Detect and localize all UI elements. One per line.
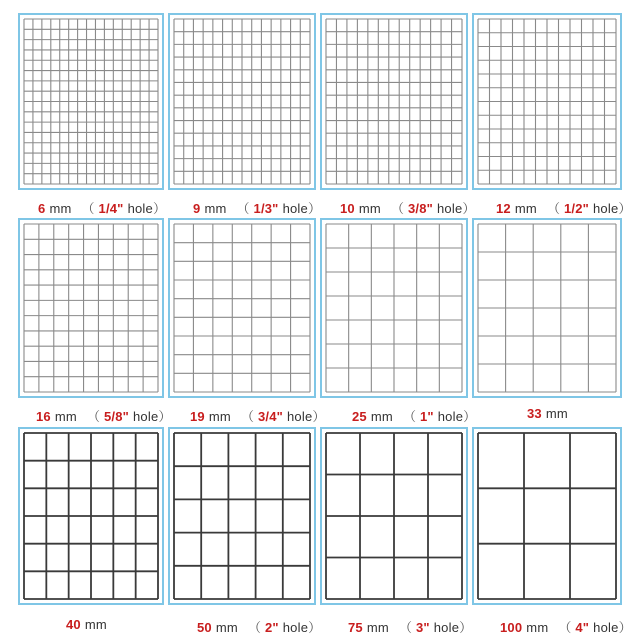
caption-100mm (500, 617, 632, 636)
wire-mesh-grid (474, 220, 620, 396)
hole-label: hole (282, 620, 309, 635)
caption-33mm (527, 406, 568, 421)
mesh-panel-19mm (168, 218, 316, 398)
hole-label: hole (287, 409, 313, 424)
hole-size: 5/8" (103, 409, 129, 424)
caption-75mm (348, 617, 472, 636)
mesh-panel-16mm (18, 218, 164, 398)
paren-close: ） (463, 409, 477, 424)
wire-mesh-grid (170, 220, 314, 396)
size-value: 16 (36, 409, 51, 424)
hole-label: hole (437, 409, 464, 424)
hole-size: 1/2" (563, 201, 589, 216)
caption-12mm (496, 198, 632, 217)
mesh-panel-33mm (472, 218, 622, 398)
caption-40mm (66, 617, 107, 632)
paren-close: ） (459, 620, 473, 635)
hole-label: hole (593, 201, 619, 216)
hole-label: hole (433, 620, 460, 635)
hole-size: 3/4" (257, 409, 283, 424)
caption-6mm (38, 198, 166, 217)
hole-size: 2" (264, 620, 279, 635)
paren-open: （ (86, 409, 104, 424)
size-unit: mm (366, 620, 389, 635)
caption-50mm (197, 617, 321, 636)
hole-size: 1" (419, 409, 434, 424)
caption-16mm (36, 406, 172, 425)
wire-mesh-grid (20, 15, 162, 188)
paren-open: （ (247, 620, 265, 635)
paren-close: ） (462, 201, 476, 216)
caption-9mm (193, 198, 321, 217)
paren-close: ） (312, 409, 326, 424)
size-value: 25 (352, 409, 367, 424)
size-value: 40 (66, 617, 81, 632)
size-value: 12 (496, 201, 511, 216)
wire-mesh-grid (20, 220, 162, 396)
size-unit: mm (358, 201, 381, 216)
size-value: 100 (500, 620, 523, 635)
paren-open: （ (240, 409, 258, 424)
size-unit: mm (208, 409, 231, 424)
size-unit: mm (204, 201, 227, 216)
size-unit: mm (526, 620, 549, 635)
paren-close: ） (307, 201, 322, 216)
mesh-panel-100mm (472, 427, 622, 605)
caption-19mm (190, 406, 326, 425)
size-value: 50 (197, 620, 212, 635)
wire-mesh-grid (170, 15, 314, 188)
hole-size: 4" (575, 620, 590, 635)
size-value: 33 (527, 406, 542, 421)
hole-size: 1/3" (253, 201, 279, 216)
paren-close: ） (308, 620, 322, 635)
paren-open: （ (546, 201, 564, 216)
wire-mesh-grid (170, 429, 314, 603)
size-value: 19 (190, 409, 205, 424)
mesh-panel-40mm (18, 427, 164, 605)
size-value: 75 (348, 620, 363, 635)
wire-mesh-grid (322, 429, 466, 603)
hole-label: hole (133, 409, 159, 424)
mesh-panel-50mm (168, 427, 316, 605)
size-value: 9 (193, 201, 201, 216)
paren-close: ） (618, 201, 632, 216)
mesh-panel-12mm (472, 13, 622, 190)
paren-open: （ (402, 409, 420, 424)
size-value: 10 (340, 201, 355, 216)
paren-open: （ (81, 201, 99, 216)
paren-open: （ (558, 620, 576, 635)
hole-label: hole (282, 201, 308, 216)
paren-open: （ (390, 201, 408, 216)
wire-mesh-grid (20, 429, 162, 603)
size-unit: mm (215, 620, 238, 635)
caption-25mm (352, 406, 476, 425)
size-unit: mm (84, 617, 107, 632)
size-unit: mm (545, 406, 568, 421)
hole-label: hole (127, 201, 153, 216)
paren-open: （ (236, 201, 254, 216)
wire-mesh-grid (474, 429, 620, 603)
hole-size: 3" (415, 620, 430, 635)
size-unit: mm (514, 201, 537, 216)
paren-close: ） (152, 201, 167, 216)
mesh-panel-75mm (320, 427, 468, 605)
size-unit: mm (370, 409, 393, 424)
size-unit: mm (54, 409, 77, 424)
paren-open: （ (398, 620, 416, 635)
mesh-panel-9mm (168, 13, 316, 190)
hole-size: 3/8" (407, 201, 433, 216)
wire-mesh-grid (322, 220, 466, 396)
caption-10mm (340, 198, 476, 217)
paren-close: ） (158, 409, 172, 424)
mesh-panel-6mm (18, 13, 164, 190)
mesh-panel-10mm (320, 13, 468, 190)
paren-close: ） (618, 620, 632, 635)
mesh-panel-25mm (320, 218, 468, 398)
hole-label: hole (593, 620, 619, 635)
hole-label: hole (437, 201, 463, 216)
size-unit: mm (49, 201, 72, 216)
wire-mesh-grid (474, 15, 620, 188)
hole-size: 1/4" (98, 201, 124, 216)
wire-mesh-grid (322, 15, 466, 188)
size-value: 6 (38, 201, 46, 216)
